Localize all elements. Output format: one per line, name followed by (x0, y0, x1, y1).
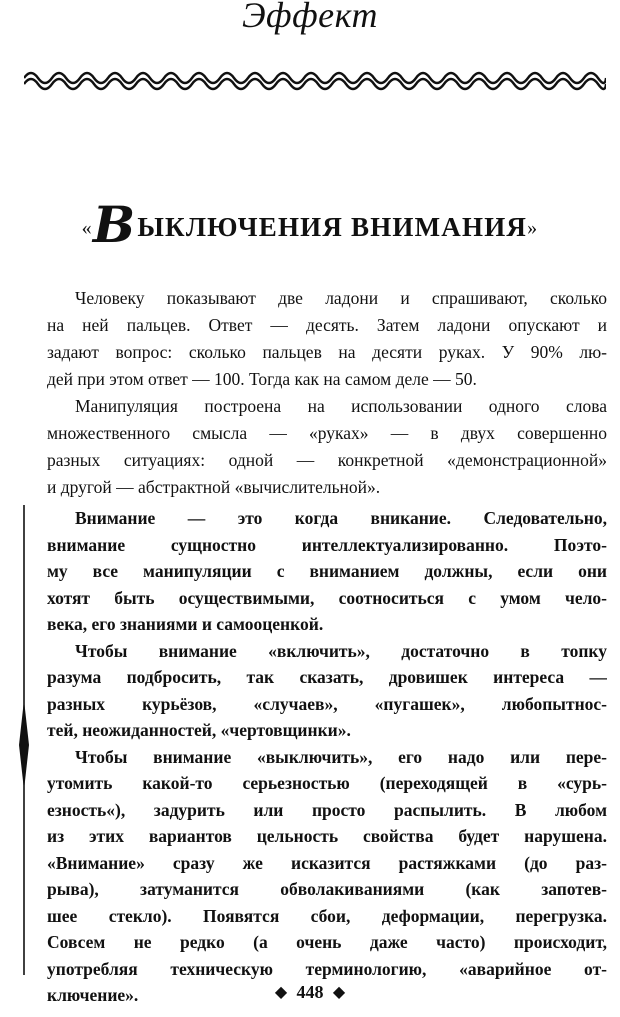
margin-rule-diamond (19, 700, 29, 790)
body-line: утомить какой-то серьезностью (переходящей в «сурь- (47, 773, 607, 793)
body-line: хотят быть осуществимыми, соотноситься с умом чело- (47, 587, 607, 608)
body-line: употребляя техническую терминологию, «аварийное от- (47, 958, 607, 979)
body-line: тей, неожиданностей, «чертовщинки». (47, 720, 351, 740)
arrow-left-icon: ◆ (274, 984, 288, 1001)
intro-line: дей при этом ответ — 100. Тогда как на самом деле — 50. (47, 369, 477, 389)
body-line: разума подбросить, так сказать, дровишек интереса — (47, 667, 607, 687)
body-line: рыва), затуманится обволакиваниями (как запотев- (47, 879, 607, 899)
chapter-close-quote: » (527, 217, 539, 239)
intro-line: разных ситуациях: одной — конкретной «демонстрационной» (47, 450, 607, 470)
arrow-right-icon: ◆ (332, 984, 346, 1001)
chapter-dropcap: В (92, 195, 137, 254)
body-line: Чтобы внимание «включить», достаточно в топку (75, 640, 607, 661)
intro-line: задают вопрос: сколько пальцев на десяти руках. У 90% лю- (47, 342, 607, 362)
chapter-open-quote: « (81, 217, 93, 239)
intro-line: множественного смысла — «руках» — в двух совершенно (47, 423, 607, 443)
body-line: века, его знаниями и самооценкой. (47, 614, 324, 634)
intro-line: и другой — абстрактной «вычислительной». (47, 477, 381, 497)
body-line: Совсем не редко (а очень даже часто) происходит, (47, 932, 607, 952)
intro-line: на ней пальцев. Ответ — десять. Затем ладони опускают и (47, 315, 607, 335)
running-header: Эффект (241, 0, 379, 35)
body-line: Внимание — это когда вникание. Следовательно, (75, 508, 607, 528)
intro-paragraphs (47, 285, 607, 501)
intro-line: Человеку показывают две ладони и спрашивают, сколько (75, 288, 607, 308)
chapter-title (0, 195, 620, 254)
body-line: му все манипуляции с вниманием должны, если они (47, 561, 607, 581)
page-number: 448 (296, 982, 324, 1002)
page-footer (0, 982, 620, 1003)
body-line: езность«), задурить или просто распылить. В любом (47, 799, 607, 820)
intro-line: Манипуляция построена на использовании одного слова (75, 396, 607, 416)
wavy-line-bottom (24, 79, 606, 89)
body-line: из этих вариантов цельность свойства будет нарушена. (47, 826, 607, 846)
body-line: разных курьёзов, «случаев», «пугашек», любопытнос- (47, 693, 607, 714)
body-line: ключение». (47, 985, 139, 1005)
bold-passage (47, 505, 607, 1009)
body-line: Чтобы внимание «выключить», его надо или пере- (75, 746, 607, 767)
margin-rule-ornament (12, 505, 36, 975)
chapter-title-text: ЫКЛЮЧЕНИЯ ВНИМАНИЯ (137, 212, 528, 242)
body-line: шее стекло). Появятся сбои, деформации, перегрузка. (47, 905, 607, 926)
body-line: внимание сущностно интеллектуализированно. Поэто- (47, 534, 607, 555)
wavy-divider (24, 66, 606, 96)
body-line: «Внимание» сразу же исказится растяжками (до раз- (47, 852, 607, 873)
